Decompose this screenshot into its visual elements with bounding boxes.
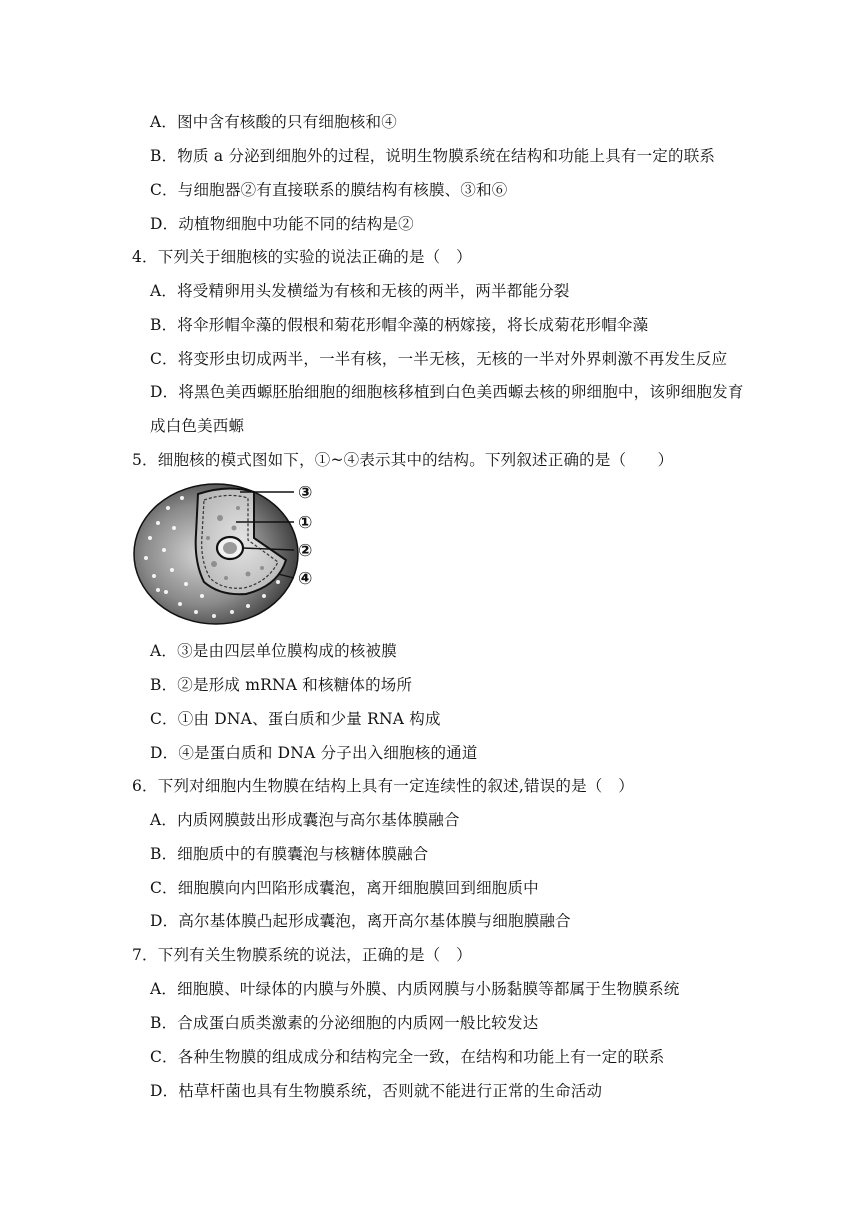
q6-option-c: C．细胞膜向内凹陷形成囊泡，离开细胞膜回到细胞质中 <box>150 879 539 897</box>
q5-option-d: D．④是蛋白质和 DNA 分子出入细胞核的通道 <box>150 744 478 762</box>
q3-option-c: C．与细胞器②有直接联系的膜结构有核膜、③和⑥ <box>150 181 508 199</box>
q6-stem: 6．下列对细胞内生物膜在结构上具有一定连续性的叙述,错误的是（ ） <box>132 777 634 795</box>
q4-option-c: C．将变形虫切成两半，一半有核，一半无核，无核的一半对外界刺激不再发生反应 <box>150 350 728 368</box>
label-1: ① <box>298 513 313 533</box>
q7-option-d: D．枯草杆菌也具有生物膜系统，否则就不能进行正常的生命活动 <box>150 1082 603 1100</box>
q5-option-c: C．①由 DNA、蛋白质和少量 RNA 构成 <box>150 710 441 728</box>
label-2: ② <box>298 541 313 561</box>
nucleus-diagram <box>128 478 328 628</box>
q7-option-a: A．细胞膜、叶绿体的内膜与外膜、内质网膜与小肠黏膜等都属于生物膜系统 <box>150 980 680 998</box>
q3-option-b: B．物质 a 分泌到细胞外的过程，说明生物膜系统在结构和功能上具有一定的联系 <box>150 147 716 165</box>
q6-option-d: D．高尔基体膜凸起形成囊泡，离开高尔基体膜与细胞膜融合 <box>150 912 571 930</box>
q5-stem: 5．细胞核的模式图如下，①~④表示其中的结构。下列叙述正确的是（ ） <box>132 451 674 469</box>
q7-option-c: C．各种生物膜的组成成分和结构完全一致，在结构和功能上有一定的联系 <box>150 1048 665 1066</box>
q3-option-a: A．图中含有核酸的只有细胞核和④ <box>150 113 397 131</box>
q4-option-d: D．将黑色美西螈胚胎细胞的细胞核移植到白色美西螈去核的卵细胞中，该卵细胞发育 <box>150 383 744 401</box>
label-3: ③ <box>298 483 313 503</box>
label-4: ④ <box>298 569 313 589</box>
q4-option-b: B．将伞形帽伞藻的假根和菊花形帽伞藻的柄嫁接，将长成菊花形帽伞藻 <box>150 316 649 334</box>
q7-stem: 7．下列有关生物膜系统的说法，正确的是（ ） <box>132 946 472 964</box>
q5-option-b: B．②是形成 mRNA 和核糖体的场所 <box>150 676 413 694</box>
q6-option-a: A．内质网膜鼓出形成囊泡与高尔基体膜融合 <box>150 811 460 829</box>
q7-option-b: B．合成蛋白质类激素的分泌细胞的内质网一般比较发达 <box>150 1014 539 1032</box>
q6-option-b: B．细胞质中的有膜囊泡与核糖体膜融合 <box>150 845 429 863</box>
q4-option-d-continuation: 成白色美西螈 <box>150 417 245 435</box>
q3-option-d: D．动植物细胞中功能不同的结构是② <box>150 215 414 233</box>
q4-stem: 4．下列关于细胞核的实验的说法正确的是（ ） <box>132 248 472 266</box>
q5-option-a: A．③是由四层单位膜构成的核被膜 <box>150 642 397 660</box>
q4-option-a: A．将受精卵用头发横缢为有核和无核的两半，两半都能分裂 <box>150 282 570 300</box>
